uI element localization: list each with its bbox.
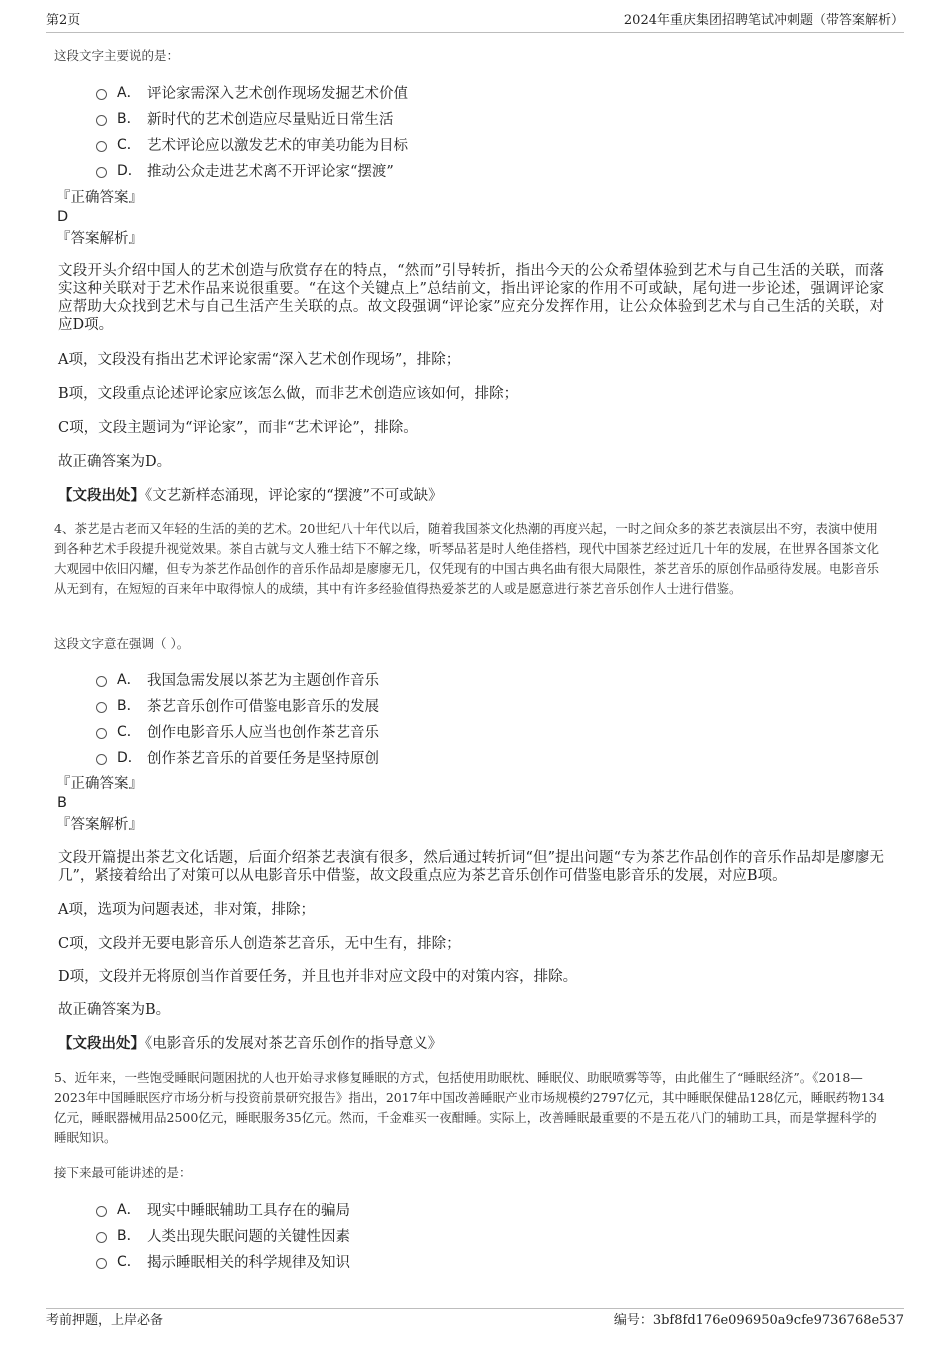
option-text: 推动公众走进艺术离不开评论家“摆渡” [147, 163, 394, 180]
option-text: 创作电影音乐人应当也创作茶艺音乐 [147, 724, 379, 741]
option-text: 现实中睡眠辅助工具存在的骗局 [147, 1202, 350, 1219]
radio-icon[interactable] [96, 728, 107, 739]
option-letter: A． [117, 1202, 141, 1218]
radio-icon[interactable] [96, 754, 107, 765]
q5-prompt: 接下来最可能讲述的是： [54, 1165, 192, 1180]
q3-prompt: 这段文字主要说的是： [54, 48, 180, 63]
option-letter: B． [117, 1228, 141, 1244]
radio-icon[interactable] [96, 1232, 107, 1243]
radio-icon[interactable] [96, 1206, 107, 1217]
q4-line-c: C项，文段并无要电影音乐人创造茶艺音乐，无中生有，排除； [58, 936, 461, 952]
option-letter: D． [117, 163, 142, 179]
option-letter: D． [117, 750, 142, 766]
option-letter: C． [117, 1254, 141, 1270]
q4-analysis-text: 文段开篇提出茶艺文化话题，后面介绍茶艺表演有很多，然后通过转折词“但”提出问题“专为茶艺作品创作的音乐作品却是廖廖无几”，紧接着给出了对策可以从电影音乐中借鉴，故文段重点应为茶艺音乐创作可借鉴电影音乐的发展，对应B项。 [58, 850, 884, 884]
option-letter: B． [117, 698, 141, 714]
source-label: 【文段出处】 [58, 1035, 145, 1052]
radio-icon[interactable] [96, 89, 107, 100]
radio-icon[interactable] [96, 676, 107, 687]
option-text: 揭示睡眠相关的科学规律及知识 [147, 1254, 350, 1271]
option-text: 评论家需深入艺术创作现场发掘艺术价值 [147, 85, 408, 102]
radio-icon[interactable] [96, 141, 107, 152]
q4-line-d: D项，文段并无将原创当作首要任务，并且也并非对应文段中的对策内容，排除。 [58, 969, 578, 985]
document-title: 2024年重庆集团招聘笔试冲刺题（带答案解析） [623, 13, 904, 28]
radio-icon[interactable] [96, 115, 107, 126]
option-text: 创作茶艺音乐的首要任务是坚持原创 [147, 750, 379, 767]
option-text: 茶艺音乐创作可借鉴电影音乐的发展 [147, 698, 379, 715]
footer-slogan: 考前押题，上岸必备 [46, 1313, 164, 1328]
option-letter: C． [117, 137, 141, 153]
source-title: 《文艺新样态涌现，评论家的“摆渡”不可或缺》 [145, 488, 443, 504]
q4-prompt: 这段文字意在强调（ ）。 [54, 636, 190, 651]
option-text: 人类出现失眠问题的关键性因素 [147, 1228, 350, 1245]
q4-line-a: A项，选项为问题表述，非对策，排除； [58, 902, 315, 918]
q4-analysis-label: 『答案解析』 [56, 817, 143, 833]
source-title: 《电影音乐的发展对茶艺音乐创作的指导意义》 [145, 1036, 443, 1052]
q3-option-b[interactable] [96, 105, 856, 131]
q3-options [96, 79, 856, 183]
q4-option-d[interactable] [96, 744, 856, 770]
option-letter: B． [117, 111, 141, 127]
option-text: 我国急需发展以茶艺为主题创作音乐 [147, 672, 379, 689]
q3-answer-value: D [57, 209, 69, 225]
q3-option-c[interactable] [96, 131, 856, 157]
q4-options [96, 666, 856, 770]
q4-answer-value: B [57, 795, 67, 811]
q3-line-a: A项，文段没有指出艺术评论家需“深入艺术创作现场”，排除； [58, 352, 461, 368]
document-id: 编号：3bf8fd176e096950a9cfe9736768e537 [613, 1313, 904, 1328]
page-footer [46, 1308, 904, 1333]
page-number: 第2页 [46, 13, 81, 28]
option-letter: C． [117, 724, 141, 740]
q5-option-c[interactable] [96, 1248, 856, 1274]
q3-line-b: B项，文段重点论述评论家应该怎么做，而非艺术创造应该如何，排除； [58, 386, 519, 402]
q3-answer-label: 『正确答案』 [56, 190, 143, 206]
q4-option-c[interactable] [96, 718, 856, 744]
q4-source [58, 1034, 884, 1054]
option-letter: A． [117, 85, 141, 101]
q5-passage: 5、近年来，一些饱受睡眠问题困扰的人也开始寻求修复睡眠的方式，包括使用助眠枕、睡眠仪、助眠喷雾等等，由此催生了“睡眠经济”。《2018—2023年中国睡眠医疗市场分析与投资前景研究报告》指出，2017年中国改善睡眠产业市场规模约2797亿元，其中睡眠保健品128亿元，睡眠药物134亿元，睡眠器械用品2500亿元，睡眠服务35亿元。然而，千金难买一夜酣睡。实际上，改善睡眠最重要的不是五花八门的辅助工具，而是掌握科学的睡眠知识。 [54, 1070, 885, 1145]
q5-options [96, 1196, 856, 1274]
q4-answer-label: 『正确答案』 [56, 776, 143, 792]
page-header [46, 12, 904, 33]
radio-icon[interactable] [96, 702, 107, 713]
q3-source [58, 486, 884, 506]
q5-option-b[interactable] [96, 1222, 856, 1248]
q4-conclusion: 故正确答案为B。 [58, 1002, 171, 1018]
q3-option-d[interactable] [96, 157, 856, 183]
q3-analysis-text: 文段开头介绍中国人的艺术创造与欣赏存在的特点，“然而”引导转折，指出今天的公众希望体验到艺术与自己生活的关联，而落实这种关联对于艺术作品来说很重要。“在这个关键点上”总结前文，指出评论家的作用不可或缺，尾句进一步论述，强调评论家应帮助大众找到艺术与自己生活产生关联的点。故文段强调“评论家”应充分发挥作用，让公众体验到艺术与自己生活的关联，对应D项。 [58, 263, 884, 333]
radio-icon[interactable] [96, 167, 107, 178]
option-text: 新时代的艺术创造应尽量贴近日常生活 [147, 111, 394, 128]
q3-option-a[interactable] [96, 79, 856, 105]
q3-line-c: C项，文段主题词为“评论家”，而非“艺术评论”，排除。 [58, 420, 418, 436]
q4-option-b[interactable] [96, 692, 856, 718]
q4-option-a[interactable] [96, 666, 856, 692]
source-label: 【文段出处】 [58, 487, 145, 504]
option-letter: A． [117, 672, 141, 688]
q5-option-a[interactable] [96, 1196, 856, 1222]
q3-analysis-label: 『答案解析』 [56, 231, 143, 247]
q3-conclusion: 故正确答案为D。 [58, 454, 172, 470]
q4-passage: 4、茶艺是古老而又年轻的生活的美的艺术。20世纪八十年代以后，随着我国茶文化热潮的再度兴起，一时之间众多的茶艺表演层出不穷，表演中使用到各种艺术手段提升视觉效果。茶自古就与文人雅士结下不解之缘，听琴品茗是时人绝佳搭档，现代中国茶艺经过近几十年的发展，在世界各国茶文化大观园中依旧闪耀，但专为茶艺作品创作的音乐作品却是廖廖无几，仅凭现有的中国古典名曲有很大局限性，茶艺音乐的原创作品亟待发展。电影音乐从无到有，在短短的百来年中取得惊人的成绩，其中有许多经验值得热爱茶艺的人或是愿意进行茶艺音乐创作人士进行借鉴。 [54, 521, 880, 596]
radio-icon[interactable] [96, 1258, 107, 1269]
option-text: 艺术评论应以激发艺术的审美功能为目标 [147, 137, 408, 154]
